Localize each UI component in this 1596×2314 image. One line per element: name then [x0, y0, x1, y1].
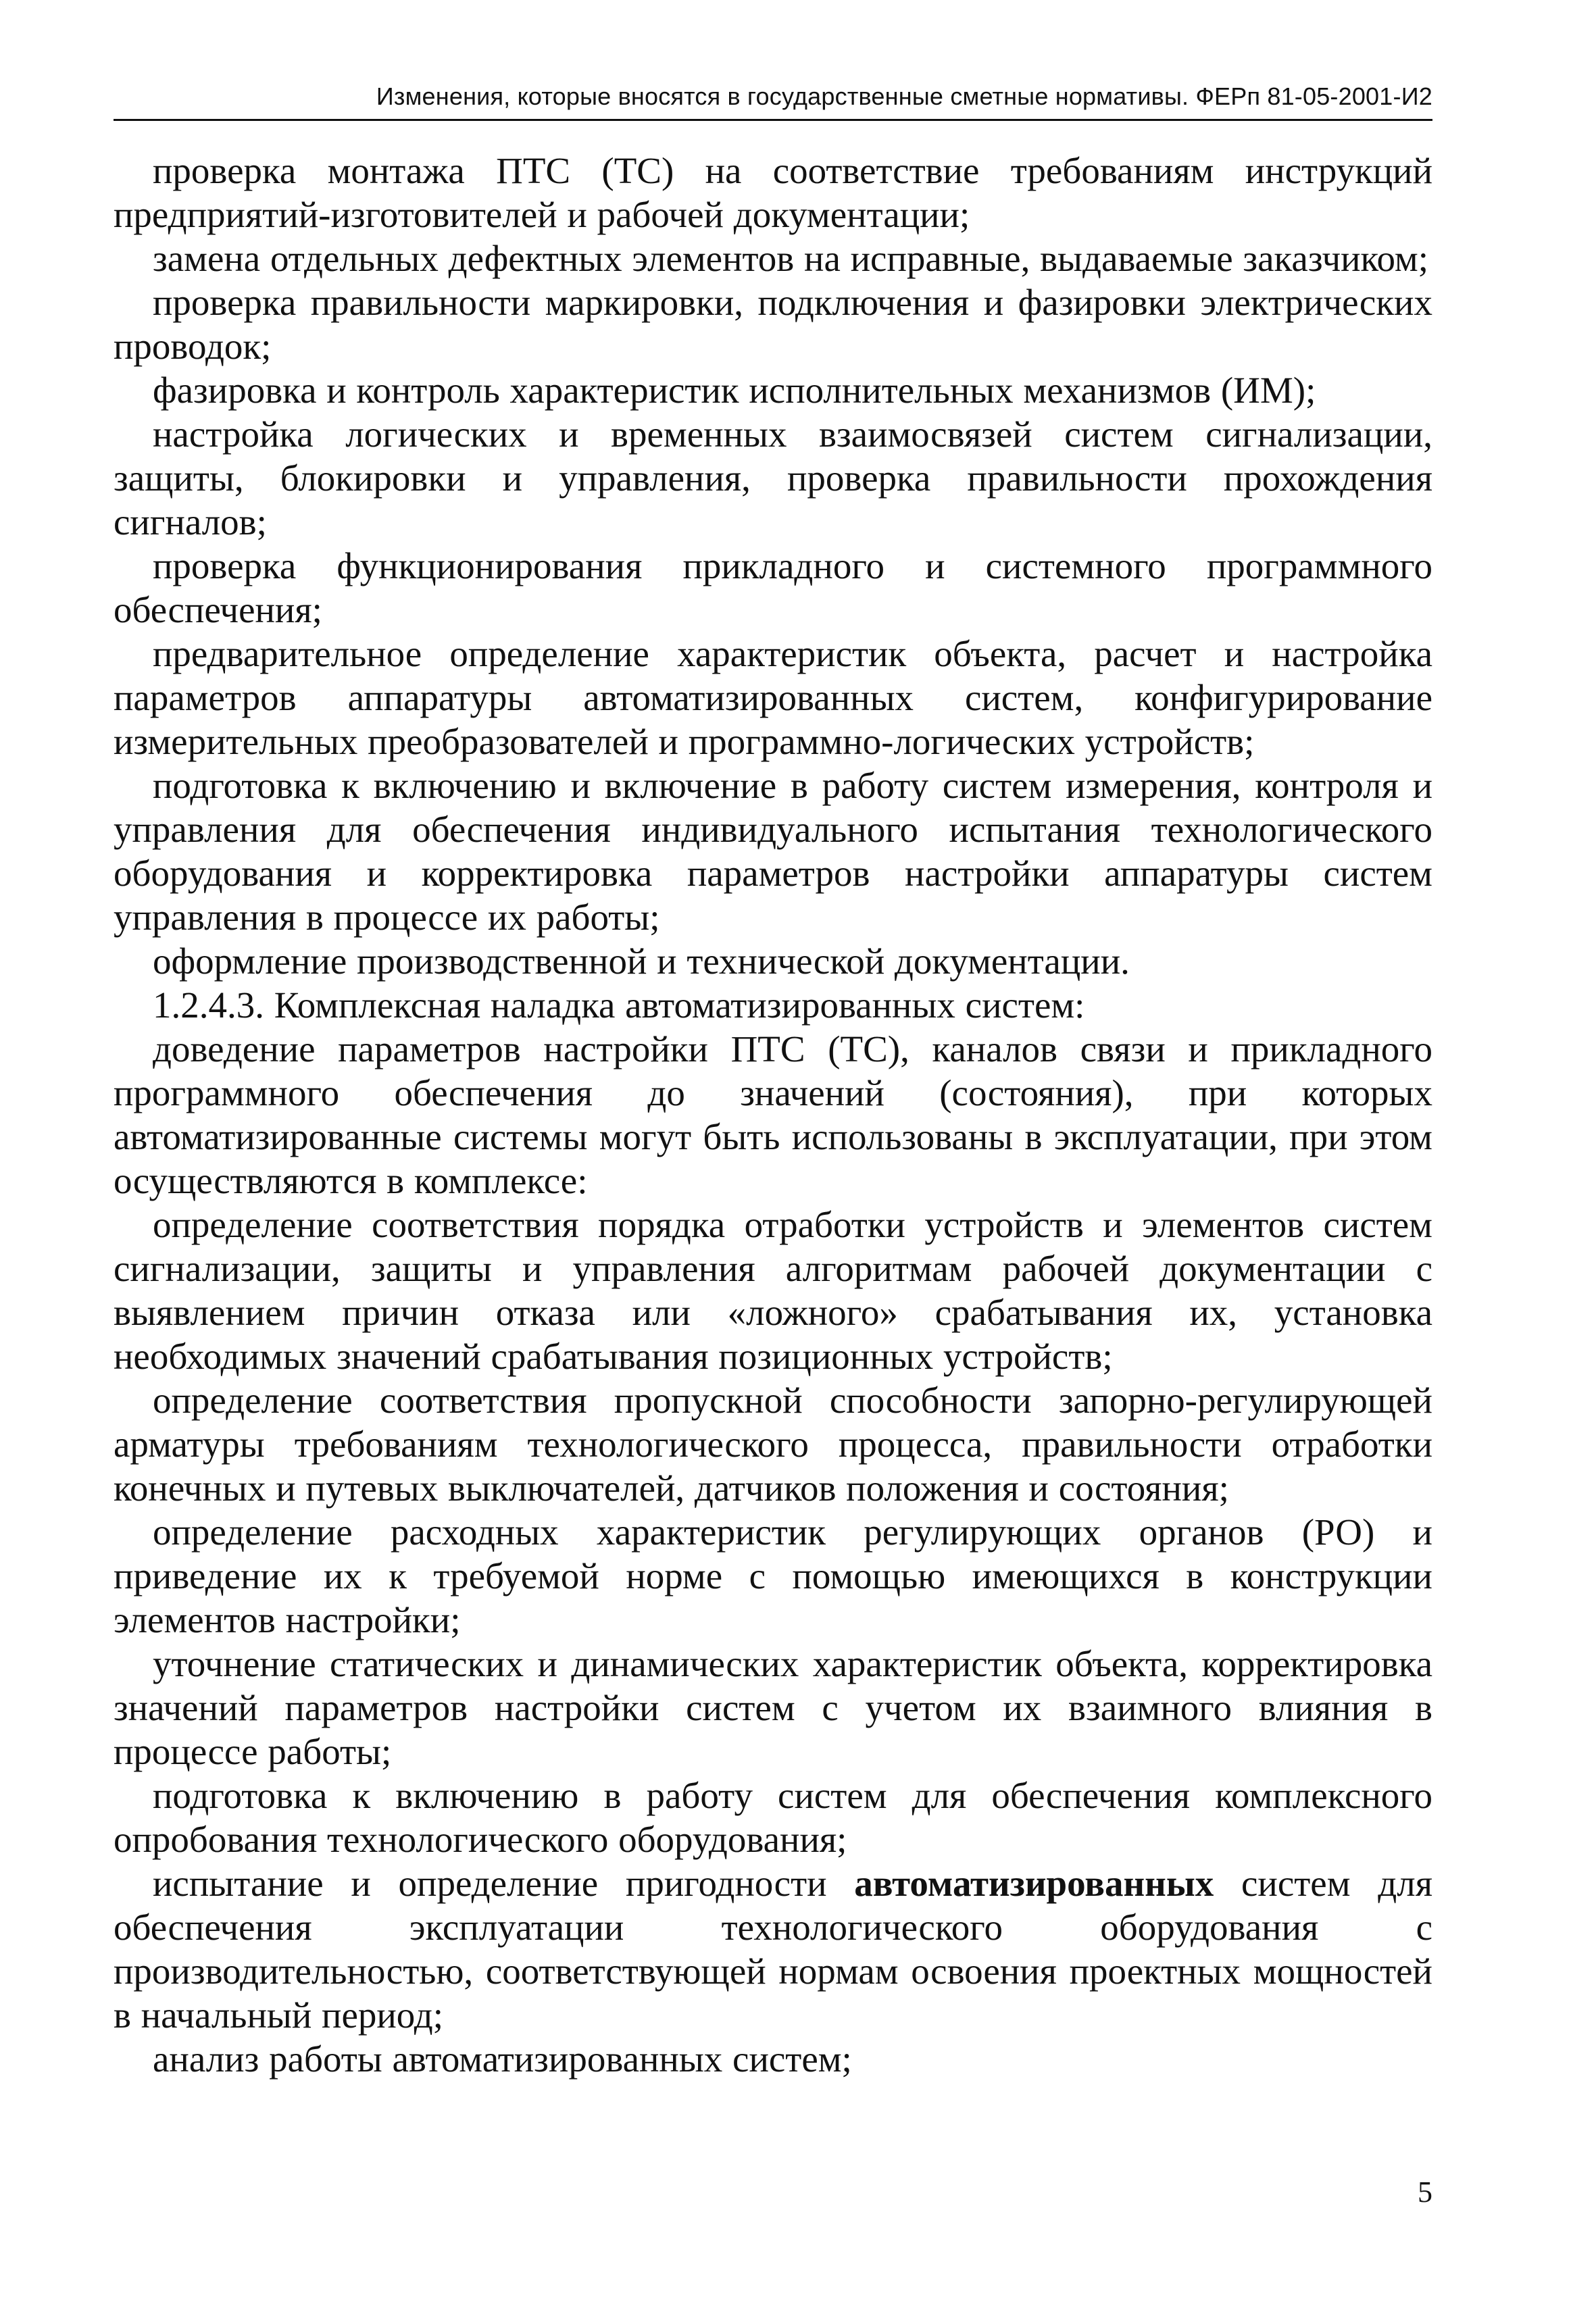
bold-term: автоматизированных	[854, 1863, 1214, 1904]
paragraph-software-check: проверка функционирования прикладного и системного программного обеспечения;	[114, 545, 1432, 630]
paragraph-flow-characteristics: определение расходных характеристик регулирующих органов (РО) и приведение их к требуемой норме с помощью имеющихся в конструкции элементов настройки;	[114, 1511, 1432, 1640]
paragraph-text-after: систем для обеспечения эксплуатации технологического оборудования с производительностью, соответствующей нормам освоения проектных мощностей в начальный период;	[114, 1863, 1432, 2036]
page-number: 5	[1418, 2175, 1432, 2209]
paragraph-valve-capacity: определение соответствия пропускной способности запорно-регулирующей арматуры требованиям технологического процесса, правильности отработки конечных и путевых выключателей, датчиков положения и состояния;	[114, 1380, 1432, 1509]
running-header: Изменения, которые вносятся в государственные сметные нормативы. ФЕРп 81-05-2001-И2	[376, 82, 1432, 110]
paragraph-preliminary-setup: предварительное определение характеристик объекта, расчет и настройка параметров аппаратуры автоматизированных систем, конфигурирование измерительных преобразователей и программно-логических устройств;	[114, 633, 1432, 762]
document-body	[114, 149, 1432, 2081]
paragraph-alarm-verification: определение соответствия порядка отработки устройств и элементов систем сигнализации, защиты и управления алгоритмам рабочей документации с выявлением причин отказа или «ложного» срабатывания их, установка необходимых значений срабатывания позиционных устройств;	[114, 1204, 1432, 1377]
paragraph-installation-check: проверка монтажа ПТС (ТС) на соответствие требованиям инструкций предприятий-изготовителей и рабочей документации;	[114, 150, 1432, 235]
paragraph-text-before: испытание и определение пригодности	[153, 1863, 855, 1904]
paragraph-suitability-testing	[114, 1861, 1432, 2037]
paragraph-parameter-tuning: доведение параметров настройки ПТС (ТС), каналов связи и прикладного программного обеспечения до значений (состояния), при которых автоматизированные системы могут быть использованы в эксплуатации, при этом осуществляются в комплексе:	[114, 1028, 1432, 1201]
paragraph-logic-setup: настройка логических и временных взаимосвязей систем сигнализации, защиты, блокировки и управления, проверка правильности прохождения сигналов;	[114, 413, 1432, 543]
paragraph-defective-replacement: замена отдельных дефектных элементов на исправные, выдаваемые заказчиком;	[153, 238, 1429, 279]
paragraph-complex-testing-prep: подготовка к включению в работу систем для обеспечения комплексного опробования технологического оборудования;	[114, 1775, 1432, 1860]
paragraph-documentation: оформление производственной и технической документации.	[153, 940, 1130, 982]
paragraph-marking-check: проверка правильности маркировки, подключения и фазировки электрических проводок;	[114, 282, 1432, 367]
paragraph-commissioning-prep: подготовка к включению и включение в работу систем измерения, контроля и управления для обеспечения индивидуального испытания технологического оборудования и корректировка параметров настройки аппаратуры систем управления в процессе их работы;	[114, 765, 1432, 938]
paragraph-operation-analysis: анализ работы автоматизированных систем;	[153, 2038, 852, 2080]
paragraph-static-dynamic: уточнение статических и динамических характеристик объекта, корректировка значений параметров настройки систем с учетом их взаимного влияния в процессе работы;	[114, 1643, 1432, 1772]
section-heading-complex-setup: 1.2.4.3. Комплексная наладка автоматизированных систем:	[153, 984, 1085, 1026]
paragraph-phasing-control: фазировка и контроль характеристик исполнительных механизмов (ИМ);	[153, 370, 1316, 411]
header-rule	[114, 119, 1432, 121]
